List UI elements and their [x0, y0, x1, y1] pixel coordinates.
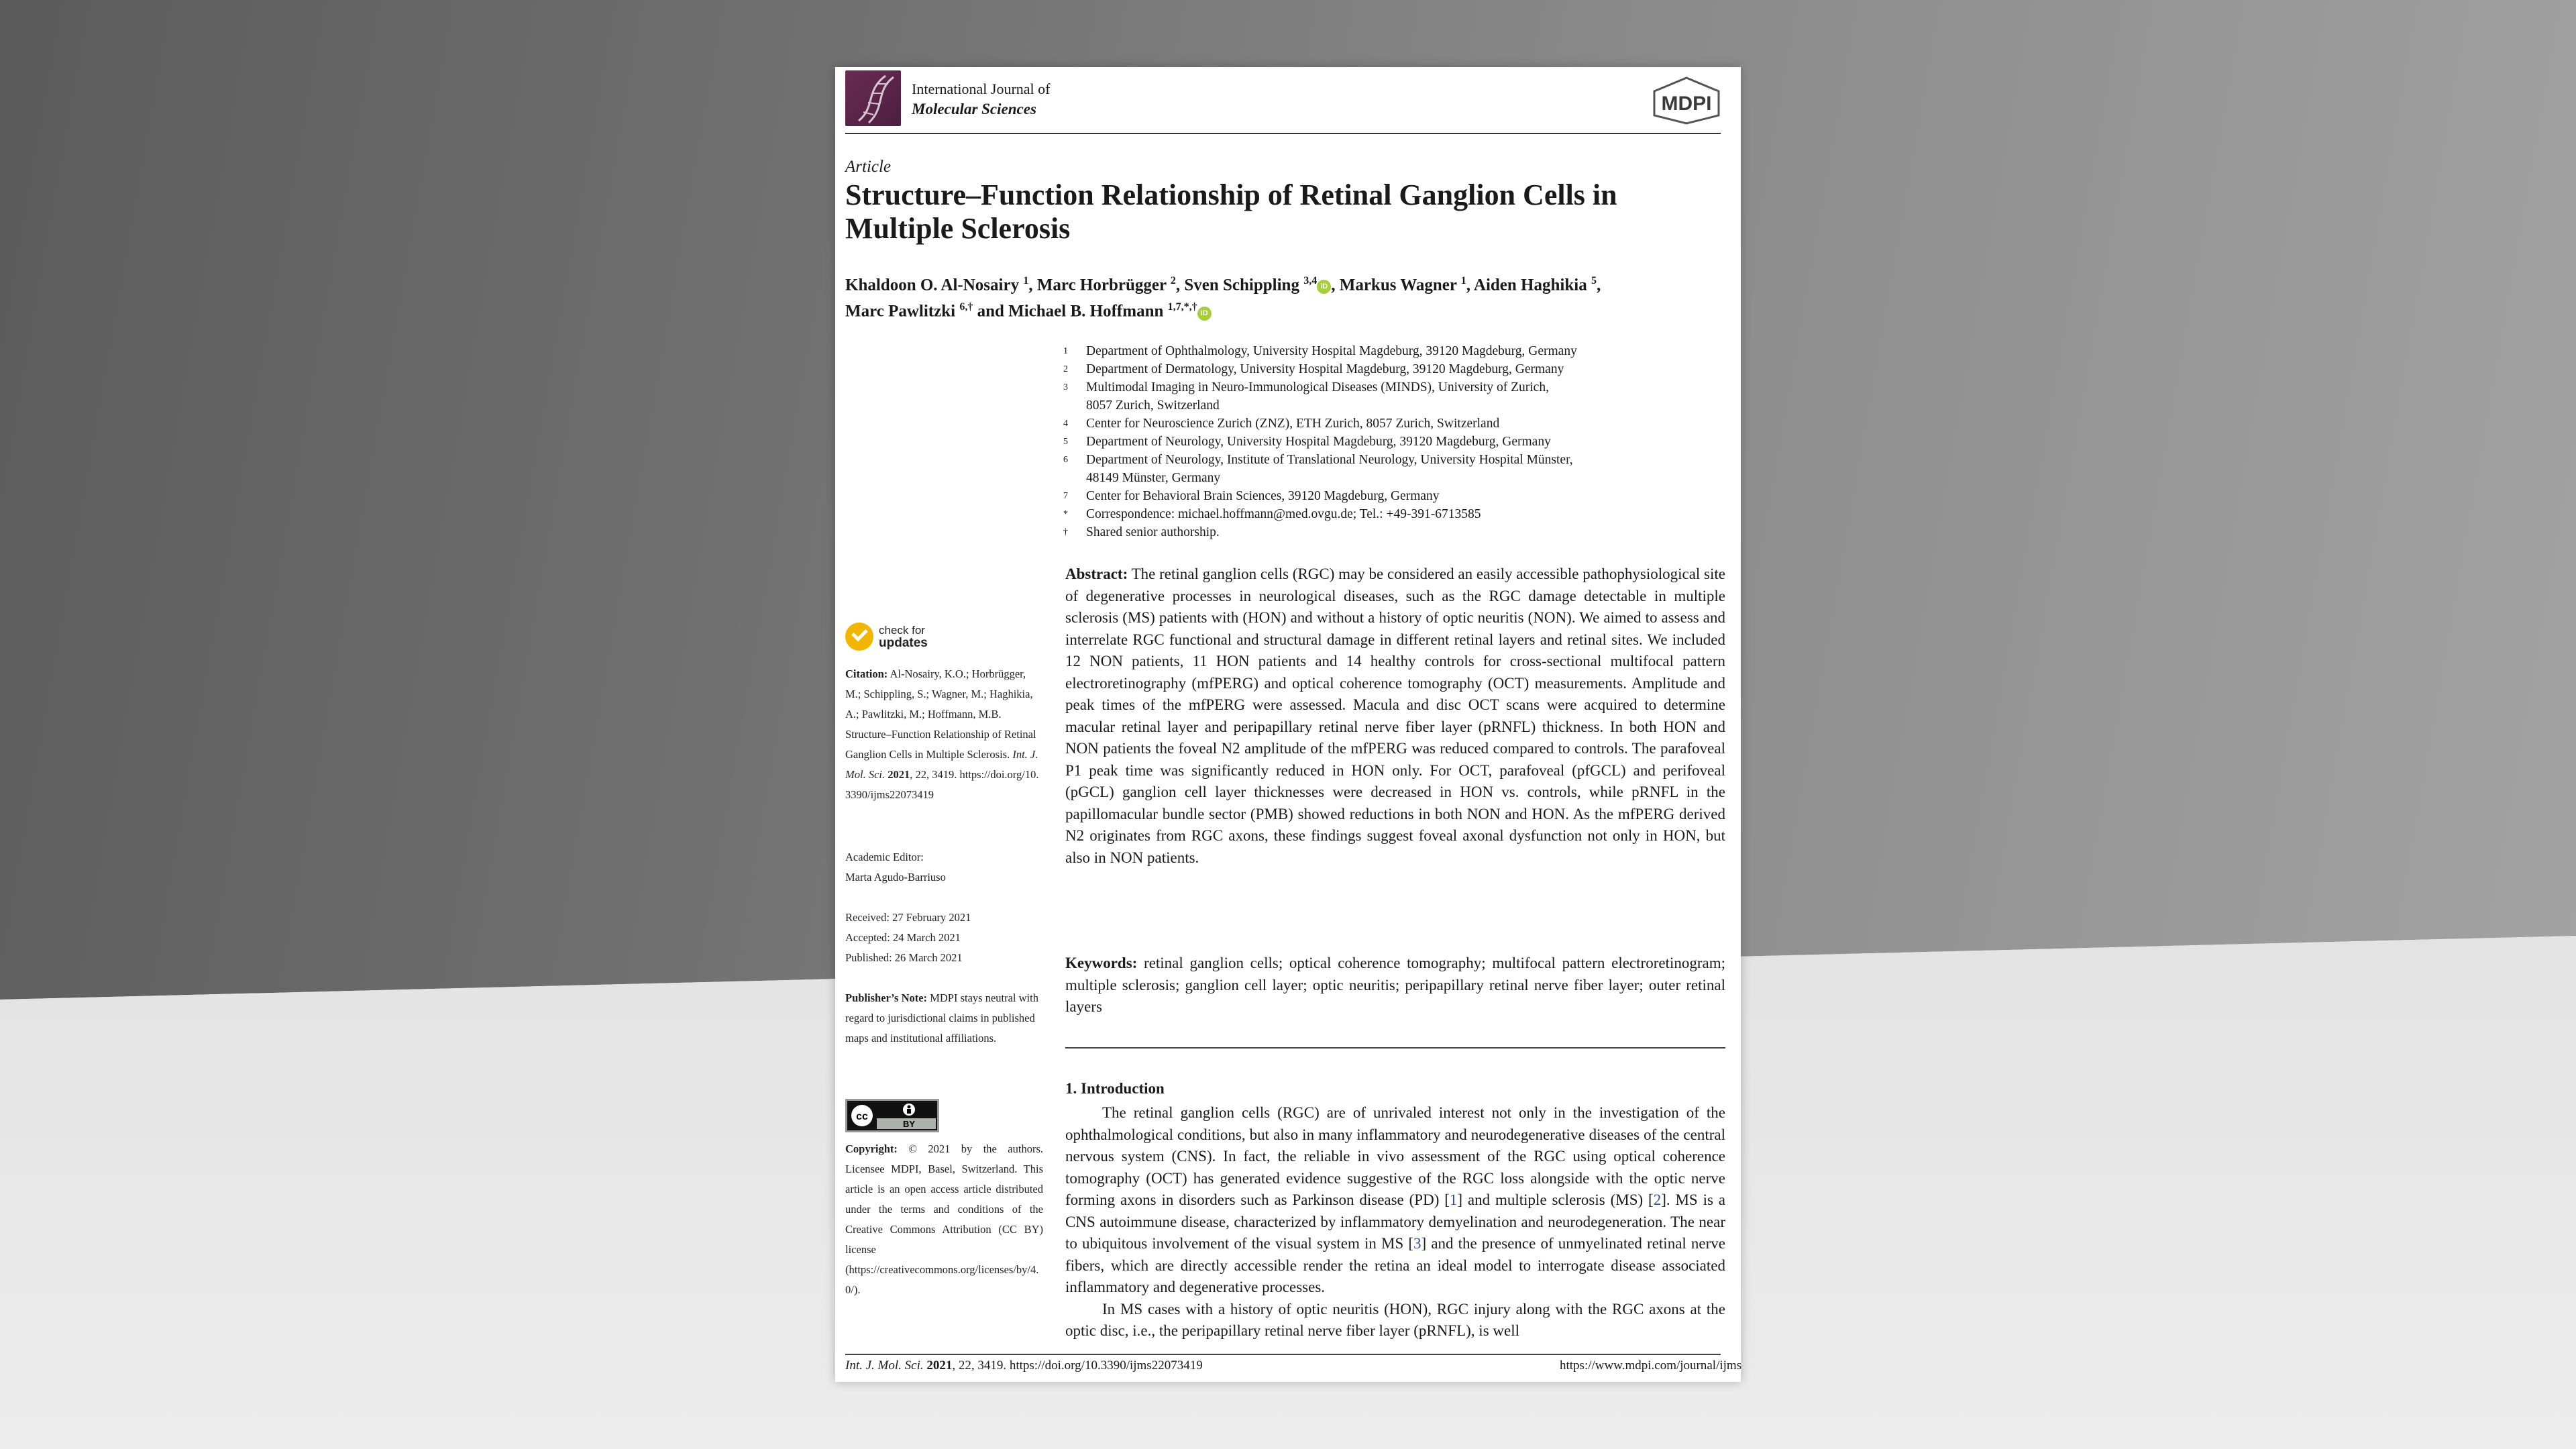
cc-icon: cc [856, 1111, 868, 1122]
author-name[interactable]: Sven Schippling [1184, 276, 1304, 294]
affiliation-text [1086, 415, 1724, 433]
copyright-text: © 2021 by the authors. Licensee MDPI, Basel, Switzerland. This article is an open access article distributed under the terms and conditions of the Creative Commons Attribution (CC BY) license (https://creativecommons.org/licenses/by/4.0/). [845, 1142, 1043, 1296]
footer-journal-url[interactable]: https://www.mdpi.com/journal/ijms [1560, 1358, 1742, 1373]
affiliation-list [1063, 342, 1724, 541]
check-updates-icon [845, 623, 873, 651]
intro-paragraph-1 [1065, 1102, 1725, 1299]
published-date: Published: 26 March 2021 [845, 951, 963, 964]
affiliation-text [1086, 523, 1724, 541]
intro-paragraph-2: In MS cases with a history of optic neuritis (HON), RGC injury along with the RGC axons at the optic disc, i.e., the peripapillary retinal nerve fiber layer (pRNFL), is well [1065, 1300, 1725, 1339]
citation-doi-link[interactable]: https://doi.org/10.3390/ijms22073419 [845, 768, 1039, 801]
author-affiliation-marker: 1 [1023, 275, 1029, 286]
affiliation-number: * [1063, 509, 1068, 519]
keywords-text: retinal ganglion cells; optical coherence tomography; multifocal pattern electroretinogram; multiple sclerosis; ganglion cell layer; optic neuritis; peripapillary retinal nerve fiber layer; outer retinal layers [1065, 955, 1725, 1015]
affiliation-text [1086, 342, 1724, 360]
footer-citation [845, 1358, 1203, 1373]
orcid-icon[interactable]: iD [1197, 307, 1212, 321]
editor-label: Academic Editor: [845, 851, 924, 863]
publisher-note-label: Publisher’s Note: [845, 991, 928, 1004]
author-separator: and [973, 302, 1009, 321]
intro-p1-part-d: ] and the presence of unmyelinated retinal nerve fibers, which are directly accessible render the retina an ideal model to interrogate disease associated inflammatory and degenerative processes. [1065, 1235, 1726, 1295]
author-name[interactable]: Khaldoon O. Al-Nosairy [845, 276, 1024, 294]
author-separator: , [1596, 276, 1601, 294]
affiliation-item [1063, 487, 1724, 505]
academic-editor-block [845, 847, 1043, 888]
reference-link-3[interactable]: 3 [1413, 1235, 1421, 1252]
footer-divider [845, 1354, 1721, 1355]
affiliation-number: 6 [1063, 455, 1068, 465]
keywords-section [1065, 953, 1725, 1018]
affiliation-text [1086, 451, 1724, 487]
publisher-note-text: MDPI stays neutral with regard to jurisdictional claims in published maps and institutional affiliations. [845, 991, 1038, 1044]
affiliation-line: Department of Neurology, Institute of Translational Neurology, University Hospital Münster, [1086, 453, 1573, 467]
affiliation-line: 48149 Münster, Germany [1086, 471, 1221, 485]
affiliation-text [1086, 360, 1724, 378]
check-updates-line1: check for [879, 624, 925, 637]
journal-name-line1: International Journal of [912, 80, 1051, 97]
affiliation-line: Correspondence: michael.hoffmann@med.ovgu.de; Tel.: +49-391-6713585 [1086, 507, 1481, 521]
by-label: BY [902, 1119, 916, 1129]
dates-block [845, 908, 1043, 968]
section-divider [1065, 1047, 1725, 1049]
affiliation-number: 4 [1063, 419, 1068, 429]
affiliation-item [1063, 415, 1724, 433]
journal-logo-icon [845, 70, 901, 126]
reference-link-1[interactable]: 1 [1449, 1191, 1458, 1208]
intro-p1-part-b: ] and multiple sclerosis (MS) [ [1457, 1191, 1654, 1208]
affiliation-line: Center for Behavioral Brain Sciences, 39120 Magdeburg, Germany [1086, 489, 1440, 503]
author-separator: , [1028, 276, 1037, 294]
affiliation-line: Department of Dermatology, University Hospital Magdeburg, 39120 Magdeburg, Germany [1086, 362, 1564, 376]
affiliation-line: Shared senior authorship. [1086, 525, 1220, 539]
affiliation-number: 7 [1063, 491, 1068, 501]
received-date: Received: 27 February 2021 [845, 911, 971, 924]
affiliation-item [1063, 505, 1724, 523]
check-updates-line2: updates [879, 636, 928, 650]
affiliation-item [1063, 342, 1724, 360]
affiliation-item [1063, 378, 1724, 415]
journal-name-line2: Molecular Sciences [912, 101, 1036, 117]
affiliation-line: Department of Neurology, University Hospital Magdeburg, 39120 Magdeburg, Germany [1086, 435, 1551, 449]
reference-link-2[interactable]: 2 [1653, 1191, 1662, 1208]
affiliation-text [1086, 433, 1724, 451]
author-affiliation-marker: 6,† [959, 301, 973, 313]
author-affiliation-marker: 5 [1591, 275, 1597, 286]
affiliation-item [1063, 360, 1724, 378]
affiliation-text [1086, 378, 1724, 415]
abstract-section [1065, 564, 1725, 869]
author-affiliation-marker: 1,7,*,† [1167, 301, 1197, 313]
affiliation-item [1063, 433, 1724, 451]
footer-journal: Int. J. Mol. Sci. [845, 1358, 924, 1373]
mdpi-logo [1650, 76, 1723, 125]
author-name[interactable]: Aiden Haghikia [1473, 276, 1591, 294]
footer-doi[interactable]: , 22, 3419. https://doi.org/10.3390/ijms22073419 [952, 1358, 1203, 1373]
introduction-heading: 1. Introduction [1065, 1080, 1165, 1097]
affiliation-line: Multimodal Imaging in Neuro-Immunological Diseases (MINDS), University of Zurich, [1086, 380, 1549, 394]
author-name[interactable]: Michael B. Hoffmann [1008, 302, 1168, 321]
keywords-label: Keywords: [1065, 955, 1138, 971]
affiliation-number: 1 [1063, 346, 1068, 356]
affiliation-line: Center for Neuroscience Zurich (ZNZ), ETH Zurich, 8057 Zurich, Switzerland [1086, 417, 1500, 431]
author-affiliation-marker: 3,4 [1303, 275, 1318, 286]
citation-volume: , 22, 3419. [910, 768, 957, 781]
affiliation-number: 5 [1063, 437, 1068, 447]
article-type: Article [845, 158, 892, 176]
header-divider [845, 133, 1721, 134]
cc-by-license-badge[interactable] [845, 1099, 939, 1132]
abstract-label: Abstract: [1065, 566, 1128, 582]
citation-text: Al-Nosairy, K.O.; Horbrügger, M.; Schippling, S.; Wagner, M.; Haghikia, A.; Pawlitzki, M.; Hoffmann, M.B. Structure–Function Relationship of Retinal Ganglion Cells in Multiple Sclerosis. [845, 667, 1036, 761]
orcid-icon[interactable]: iD [1317, 280, 1331, 294]
author-name[interactable]: Marc Pawlitzki [845, 302, 960, 321]
copyright-label: Copyright: [845, 1142, 898, 1155]
affiliation-item [1063, 523, 1724, 541]
author-separator: , [1331, 276, 1340, 294]
intro-p1-part-c: ]. MS is a CNS autoimmune disease, characterized by inflammatory demyelination and neurodegeneration. The near to ubiquitous involvement of the visual system in MS [ [1065, 1191, 1725, 1252]
citation-journal: Int. J. Mol. Sci. [845, 748, 1038, 781]
editor-name: Marta Agudo-Barriuso [845, 871, 946, 883]
affiliation-number: 3 [1063, 382, 1068, 392]
citation-year: 2021 [888, 768, 910, 781]
author-affiliation-marker: 1 [1460, 275, 1466, 286]
affiliation-number: † [1063, 527, 1068, 537]
article-title: Structure–Function Relationship of Retinal Ganglion Cells in Multiple Sclerosis [845, 178, 1617, 245]
footer-year: 2021 [926, 1358, 953, 1373]
publisher-note-block [845, 988, 1043, 1049]
affiliation-text [1086, 505, 1724, 523]
citation-block [845, 664, 1043, 805]
paper-page [835, 67, 1741, 1382]
affiliation-item [1063, 451, 1724, 487]
affiliation-line: 8057 Zurich, Switzerland [1086, 398, 1220, 413]
copyright-block [845, 1139, 1043, 1300]
affiliation-line: Department of Ophthalmology, University Hospital Magdeburg, 39120 Magdeburg, Germany [1086, 344, 1577, 358]
intro-p1-part-a: The retinal ganglion cells (RGC) are of unrivaled interest not only in the investigation of the ophthalmological conditions, but also in many inflammatory and neurodegenerative diseases of the central nervous system (CNS). In fact, the reliable in vivo assessment of the RGC using optical coherence tomography (OCT) has generated evidence suggestive of the RGC loss alongside with the optic nerve forming axons in disorders such as Parkinson disease (PD) [ [1065, 1104, 1725, 1208]
accepted-date: Accepted: 24 March 2021 [845, 931, 961, 944]
author-list [845, 270, 1724, 323]
introduction-body [1065, 1102, 1725, 1342]
check-for-updates-button[interactable] [845, 623, 928, 651]
mdpi-logo-text: MDPI [1661, 93, 1712, 115]
author-separator: , [1175, 276, 1185, 294]
journal-name [912, 79, 1051, 119]
affiliation-number: 2 [1063, 364, 1068, 374]
author-affiliation-marker: 2 [1170, 275, 1176, 286]
affiliation-text [1086, 487, 1724, 505]
abstract-text: The retinal ganglion cells (RGC) may be considered an easily accessible pathophysiological site of degenerative processes in neurological diseases, such as the RGC damage detectable in multiple sclerosis (MS) patients with (HON) and without a history of optic neuritis (NON). We aimed to assess and interrelate RGC functional and structural damage in different retinal layers and retinal sites. We included 12 NON patients, 11 HON patients and 14 healthy controls for cross-sectional multifocal pattern electroretinography (mfPERG) and optical coherence tomography (OCT) measurements. Amplitude and peak times of the mfPERG were assessed. Macula and disc OCT scans were acquired to determine macular retinal layer and peripapillary retinal nerve fiber layer (pRNFL) thickness. In both HON and NON patients the foveal N2 amplitude of the mfPERG was reduced compared to controls. The parafoveal P1 peak time was significantly reduced in HON only. For OCT, parafoveal (pfGCL) and perifoveal (pGCL) ganglion cell layer thicknesses were decreased in HON vs. controls, while pRNFL in the papillomacular bundle sector (PMB) showed reductions in both NON and HON. As the mfPERG derived N2 originates from RGC axons, these findings suggest foveal axonal dysfunction not only in HON, but also in NON patients. [1065, 566, 1725, 866]
citation-label: Citation: [845, 667, 888, 680]
author-name[interactable]: Markus Wagner [1339, 276, 1461, 294]
author-name[interactable]: Marc Horbrügger [1036, 276, 1171, 294]
author-separator: , [1466, 276, 1474, 294]
